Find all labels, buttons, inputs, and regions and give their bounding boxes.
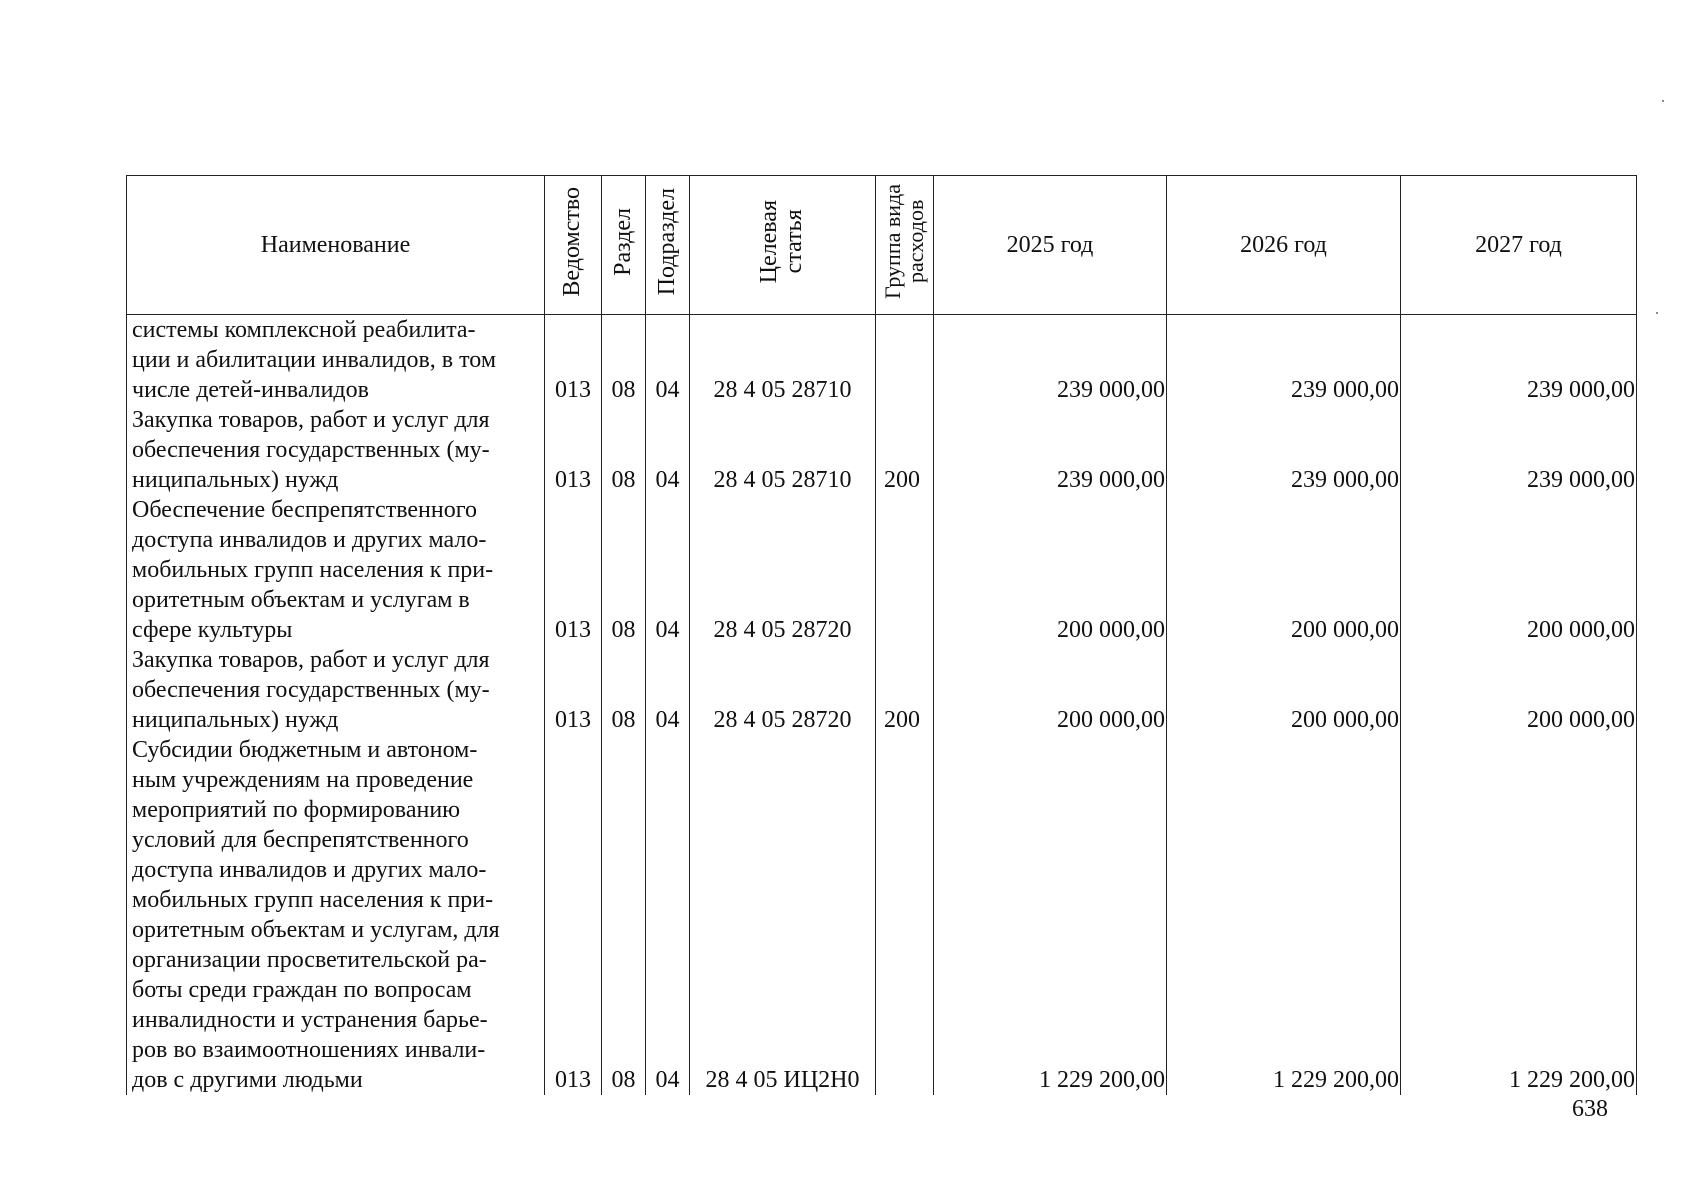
table-row bbox=[127, 405, 1637, 495]
row-section: 08 bbox=[602, 405, 646, 495]
table-row bbox=[127, 495, 1637, 645]
header-group: Группа вида расходов bbox=[876, 176, 934, 315]
row-target: 28 4 05 28710 bbox=[690, 315, 876, 406]
row-dept: 013 bbox=[545, 495, 602, 645]
row-name: Закупка товаров, работ и услуг для обеспечения государственных (му- ниципальных) нужд bbox=[127, 405, 545, 495]
row-group bbox=[876, 735, 934, 1095]
header-name: Наименование bbox=[127, 176, 545, 315]
table-header-row bbox=[127, 176, 1637, 315]
row-2027: 200 000,00 bbox=[1401, 495, 1637, 645]
row-2026: 200 000,00 bbox=[1167, 495, 1401, 645]
row-name: Субсидии бюджетным и автоном- ным учреждениям на проведение мероприятий по формированию условий для беспрепятственного доступа инвалидов и других мало- мобильных групп населения к при- оритетным объектам и услугам, для организации просветительской ра- боты среди граждан по вопросам инвалидности и устранения барье- ров во взаимоотношениях инвали- дов с другими людьми bbox=[127, 735, 545, 1095]
row-dept: 013 bbox=[545, 405, 602, 495]
row-2025: 200 000,00 bbox=[934, 645, 1167, 735]
header-dept: Ведомство bbox=[545, 176, 602, 315]
row-2026: 239 000,00 bbox=[1167, 315, 1401, 406]
row-group bbox=[876, 315, 934, 406]
row-2027: 200 000,00 bbox=[1401, 645, 1637, 735]
row-subsection: 04 bbox=[646, 315, 690, 406]
row-subsection: 04 bbox=[646, 645, 690, 735]
row-2026: 200 000,00 bbox=[1167, 645, 1401, 735]
budget-table bbox=[126, 175, 1637, 1095]
row-2025: 200 000,00 bbox=[934, 495, 1167, 645]
row-2026: 1 229 200,00 bbox=[1167, 735, 1401, 1095]
row-target: 28 4 05 28720 bbox=[690, 495, 876, 645]
row-target: 28 4 05 ИЦ2Н0 bbox=[690, 735, 876, 1095]
row-target: 28 4 05 28720 bbox=[690, 645, 876, 735]
header-2026: 2026 год bbox=[1167, 176, 1401, 315]
row-dept: 013 bbox=[545, 645, 602, 735]
header-target: Целевая статья bbox=[690, 176, 876, 315]
row-2025: 239 000,00 bbox=[934, 405, 1167, 495]
row-section: 08 bbox=[602, 315, 646, 406]
page-number: 638 bbox=[1572, 1096, 1608, 1122]
row-2025: 239 000,00 bbox=[934, 315, 1167, 406]
table-row bbox=[127, 645, 1637, 735]
header-2027: 2027 год bbox=[1401, 176, 1637, 315]
row-subsection: 04 bbox=[646, 735, 690, 1095]
row-2027: 1 229 200,00 bbox=[1401, 735, 1637, 1095]
row-section: 08 bbox=[602, 735, 646, 1095]
row-group: 200 bbox=[876, 405, 934, 495]
scan-speck bbox=[1656, 312, 1658, 314]
row-2027: 239 000,00 bbox=[1401, 405, 1637, 495]
row-dept: 013 bbox=[545, 735, 602, 1095]
scan-speck bbox=[1662, 100, 1664, 102]
header-subsection: Подраздел bbox=[646, 176, 690, 315]
row-section: 08 bbox=[602, 645, 646, 735]
row-group: 200 bbox=[876, 645, 934, 735]
row-2025: 1 229 200,00 bbox=[934, 735, 1167, 1095]
row-dept: 013 bbox=[545, 315, 602, 406]
row-name: Обеспечение беспрепятственного доступа инвалидов и других мало- мобильных групп населения к при- оритетным объектам и услугам в сфере культуры bbox=[127, 495, 545, 645]
row-name: Закупка товаров, работ и услуг для обеспечения государственных (му- ниципальных) нужд bbox=[127, 645, 545, 735]
row-section: 08 bbox=[602, 495, 646, 645]
header-2025: 2025 год bbox=[934, 176, 1167, 315]
header-section: Раздел bbox=[602, 176, 646, 315]
row-subsection: 04 bbox=[646, 495, 690, 645]
row-2027: 239 000,00 bbox=[1401, 315, 1637, 406]
row-group bbox=[876, 495, 934, 645]
row-name: системы комплексной реабилита- ции и абилитации инвалидов, в том числе детей-инвалидов bbox=[127, 315, 545, 406]
table-row bbox=[127, 315, 1637, 406]
row-subsection: 04 bbox=[646, 405, 690, 495]
table-row bbox=[127, 735, 1637, 1095]
row-target: 28 4 05 28710 bbox=[690, 405, 876, 495]
row-2026: 239 000,00 bbox=[1167, 405, 1401, 495]
